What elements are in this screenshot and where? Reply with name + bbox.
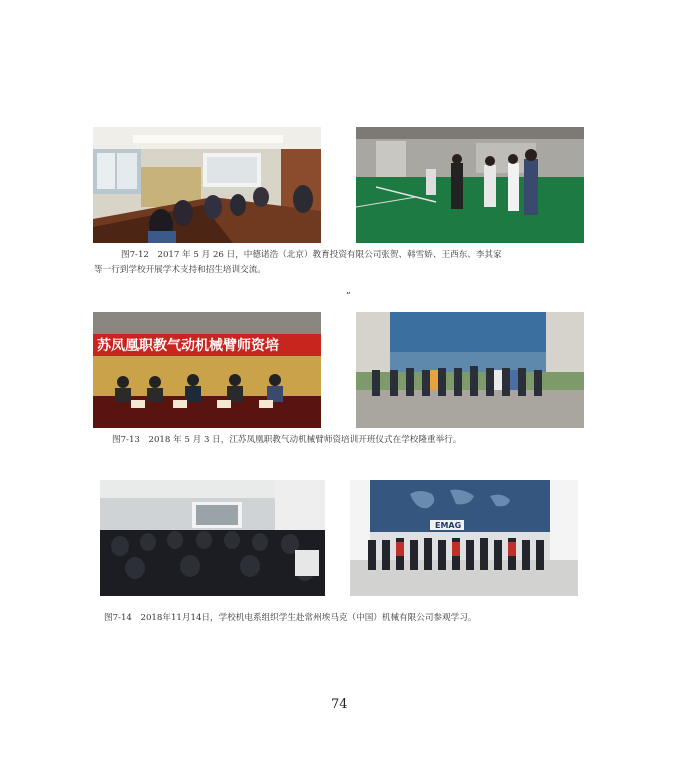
emag-logo-text: EMAG [435,521,462,530]
page-number: 74 [331,697,348,712]
figure-7-12-caption-line-2: 等一行到学校开展学术支持和招生培训交流。 [94,265,266,275]
banner-text: 苏凤凰职教气动机械臂师资培 [97,338,279,354]
figure-7-12-caption-line-1: 图7-12 2017 年 5 月 26 日，中德诺浩（北京）教育投资有限公司张贺、韩雪娇、王西东、李其家 [121,250,502,260]
figure-7-13-caption: 图7-13 2018 年 5 月 3 日，江苏凤凰职教气动机械臂师资培训开班仪式在学校隆重举行。 [112,435,462,445]
photo-emag-visit [350,480,578,596]
photo-meeting-room [93,127,321,243]
figure-7-14-caption: 图7-14 2018年11月14日，学校机电系组织学生赴常州埃马克（中国）机械有限公司参观学习。 [104,613,477,623]
photo-lecture-hall [100,480,325,596]
stray-quote-mark: ” [346,292,351,302]
photo-training-ceremony [93,312,321,428]
photo-group-building [356,312,584,428]
photo-factory-visit [356,127,584,243]
